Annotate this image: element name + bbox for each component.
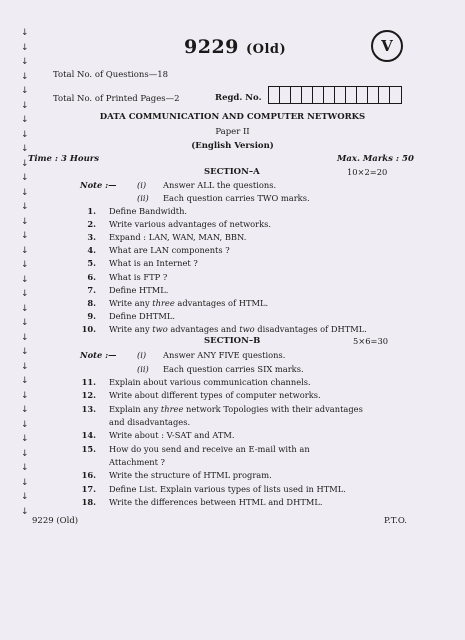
down-arrow-icon: ↓ [21,347,29,357]
subject-title: DATA COMMUNICATION AND COMPUTER NETWORKS [99,112,366,122]
question-text: Write about : V-SAT and ATM. [109,430,235,441]
down-arrow-icon: ↓ [21,434,29,444]
question-number: 9. [87,310,96,321]
question-number: 15. [81,443,96,454]
down-arrow-icon: ↓ [21,144,29,154]
question-number: 13. [81,403,96,414]
down-arrow-icon: ↓ [21,376,29,386]
question-text: Write various advantages of networks. [109,219,272,230]
question-text: Write any two advantages and two disadvantages of DHTML. [109,323,367,334]
section-a-note-2-num: (ii) [137,193,149,203]
question-text: Explain about various communication channels. [109,377,311,387]
question-number: 6. [87,271,96,282]
down-arrow-icon: ↓ [21,448,29,459]
down-arrow-icon: ↓ [21,332,29,343]
question-number: 18. [81,497,96,508]
scheme-badge: V [371,30,403,62]
down-arrow-icon: ↓ [21,245,29,256]
section-b-note-1-num: (i) [137,350,147,360]
down-arrow-icon: ↓ [21,129,29,140]
down-arrow-icon: ↓ [21,158,29,169]
down-arrow-icon: ↓ [21,405,29,415]
question-number: 12. [81,390,96,401]
question-text: Write about different types of computer networks. [109,390,321,401]
question-text: What is an Internet ? [109,258,198,269]
down-arrow-icon: ↓ [21,202,29,212]
total-pages: Total No. of Printed Pages—2 [53,94,180,104]
question-text: Define Bandwidth. [109,206,188,216]
down-arrow-icon: ↓ [21,274,29,285]
down-arrow-icon: ↓ [21,260,29,270]
section-b-title: SECTION–B [204,336,261,346]
question-number: 3. [87,232,96,243]
paper-code-old: (Old) [246,42,287,57]
regd-number-boxes[interactable] [268,86,402,104]
question-text: Expand : LAN, WAN, MAN, BBN. [109,232,247,243]
section-a-title: SECTION–A [204,167,260,177]
section-b-note-label: Note :— [80,350,117,360]
max-marks: Max. Marks : 50 [337,154,414,164]
down-arrow-icon: ↓ [21,100,29,111]
total-questions: Total No. of Questions—18 [53,70,169,80]
question-text: Define List. Explain various types of lists used in HTML. [109,483,346,494]
question-number: 8. [87,297,96,308]
down-arrow-icon: ↓ [21,318,29,328]
down-arrow-icon: ↓ [21,42,29,53]
question-text: Write the differences between HTML and DHTML. [109,497,323,508]
footer-paper-code: 9229 (Old) [32,516,79,526]
question-text: Write any three advantages of HTML. [109,297,269,308]
down-arrow-icon: ↓ [21,303,29,314]
question-number: 1. [87,206,96,216]
section-b-note-2-num: (ii) [137,364,149,374]
down-arrow-icon: ↓ [21,477,29,488]
question-number: 17. [81,483,96,494]
question-text: Explain any three network Topologies with their advantages [109,403,363,414]
section-a-note-2: Each question carries TWO marks. [163,193,310,203]
question-number: 16. [81,470,96,481]
question-number: 11. [81,377,96,387]
down-arrow-icon: ↓ [21,216,29,227]
question-text: Define DHTML. [109,310,176,321]
question-text: How do you send and receive an E-mail with an [109,443,310,454]
question-text: Attachment ? [109,457,165,468]
question-number: 7. [87,284,96,295]
section-b-note-2: Each question carries SIX marks. [163,364,304,374]
section-b-note-1: Answer ANY FIVE questions. [163,350,286,360]
question-text: Write the structure of HTML program. [109,470,272,481]
paper-code-number: 9229 [184,36,239,58]
down-arrow-icon: ↓ [21,419,29,430]
down-arrow-icon: ↓ [21,463,29,473]
question-number: 2. [87,219,96,230]
down-arrow-icon: ↓ [21,361,29,372]
question-text: What is FTP ? [109,271,168,282]
question-number: 14. [81,430,96,441]
down-arrow-icon: ↓ [21,390,29,401]
down-arrow-icon: ↓ [21,506,29,517]
down-arrow-icon: ↓ [21,28,29,38]
section-a-note-1-num: (i) [137,180,147,190]
down-arrow-icon: ↓ [21,289,29,299]
question-text: What are LAN components ? [109,245,230,256]
down-arrow-icon: ↓ [21,115,29,125]
version-label: (English Version) [191,141,274,151]
down-arrow-icon: ↓ [21,187,29,198]
time-label: Time : 3 Hours [28,154,100,164]
footer-pto: P.T.O. [384,516,407,526]
section-b-marks: 5×6=30 [353,336,389,346]
down-arrow-icon: ↓ [21,231,29,241]
down-arrow-icon: ↓ [21,173,29,183]
regd-label: Regd. No. [215,93,262,103]
question-number: 4. [87,245,96,256]
question-number: 10. [81,323,96,334]
question-text: and disadvantages. [109,417,191,428]
question-number: 5. [87,258,96,269]
section-a-note-1: Answer ALL the questions. [163,180,277,190]
section-a-note-label: Note :— [80,180,117,190]
down-arrow-icon: ↓ [21,86,29,96]
question-text: Define HTML. [109,284,169,295]
down-arrow-icon: ↓ [21,71,29,82]
paper-code [184,36,286,58]
down-arrow-icon: ↓ [21,57,29,67]
down-arrow-icon: ↓ [21,492,29,502]
paper-number: Paper II [215,127,250,137]
section-a-marks: 10×2=20 [347,167,388,177]
